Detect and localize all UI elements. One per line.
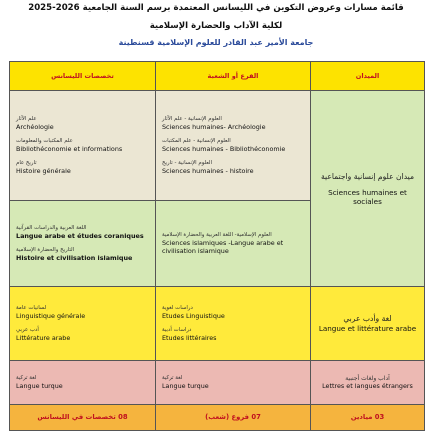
list-item: لسانيات عامة Linguistique générale: [16, 304, 86, 320]
specialties-cell: [10, 200, 156, 286]
footer-branches: 07 فروع (شعب): [156, 404, 311, 430]
list-item: علم الآثار Archéologie: [16, 116, 54, 132]
footer-specialties: 08 تخصصات في الليسانس: [10, 404, 156, 430]
col-header-domain: الميدان: [311, 62, 425, 91]
table-row: [10, 91, 425, 200]
domain-ar: ميدان علوم إنسانية واجتماعية: [320, 171, 415, 181]
list-item: لغة تركية Langue turque: [16, 374, 63, 390]
domain-cell: [311, 91, 425, 287]
list-item: العلوم الإسلامية- اللغة العربية والحضارة الإسلامية Sciences islamiques -Langue arabe et civilisation islamique: [162, 231, 284, 255]
list-item: اللغة العربية والدراسات القرآنية Langue arabe et études coraniques: [16, 224, 144, 240]
list-item: العلوم الإنسانية - علم المكتبات Sciences humaines - Bibliothéconomie: [162, 138, 286, 154]
list-item: أدب عربي Littérature arabe: [16, 326, 71, 342]
domain-fr: Sciences humaines et sociales: [328, 187, 407, 206]
domain-cell: [311, 360, 425, 404]
specialties-cell: [10, 360, 156, 404]
table-header-row: [10, 62, 425, 91]
list-item: علم المكتبات والمعلومات Bibliothéconomie et informations: [16, 138, 123, 154]
col-header-branches: الفرع أو الشعبة: [156, 62, 311, 91]
faculty-name: لكلية الآداب والحضارة الإسلامية: [149, 21, 283, 31]
domain-fr: Lettres et langues étrangers: [322, 381, 413, 390]
table-row: [10, 360, 425, 404]
branches-cell: [156, 200, 311, 286]
domain-fr: Langue et littérature arabe: [318, 323, 417, 333]
branches-cell: [156, 286, 311, 360]
domain-ar: آداب ولغات أجنبية: [345, 374, 390, 382]
specialties-cell: [10, 286, 156, 360]
specialties-cell: [10, 91, 156, 200]
list-item: العلوم الإنسانية - تاريخ Sciences humaines - histoire: [162, 160, 254, 176]
list-item: لغة تركية Langue turque: [162, 374, 209, 390]
programs-table: [9, 61, 425, 431]
branches-cell: [156, 360, 311, 404]
list-item: التاريخ والحضارة الإسلامية Histoire et civilisation islamique: [16, 246, 133, 262]
list-item: دراسات أدبية Etudes littéraires: [162, 326, 217, 342]
list-item: دراسات لغوية Etudes Linguistique: [162, 304, 225, 320]
list-item: العلوم الإنسانية - علم الآثار Sciences humaines- Archéologie: [162, 116, 266, 132]
domain-ar: لغة وأدب عربي: [343, 313, 392, 323]
branches-cell: [156, 91, 311, 200]
col-header-specialties: تخصصات الليسانس: [10, 62, 156, 91]
university-name: جامعة الأمير عبد القادر للعلوم الإسلامية قسنطينة: [118, 38, 314, 47]
footer-domain: 03 ميادين: [311, 404, 425, 430]
doc-title: قائمة مسارات وعروض التكوين في الليسانس المعتمدة برسم السنة الجامعية 2026-2025: [28, 3, 404, 13]
domain-cell: [311, 286, 425, 360]
table-row: [10, 286, 425, 360]
table-footer-row: [10, 404, 425, 430]
list-item: تاريخ عام Histoire générale: [16, 160, 71, 176]
